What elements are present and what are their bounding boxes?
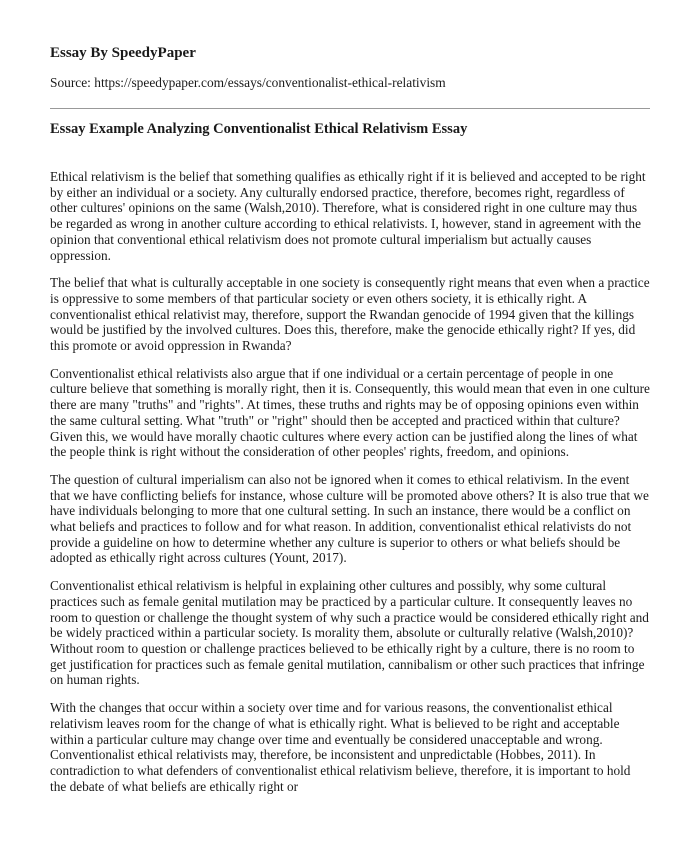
source-url-link[interactable]: https://speedypaper.com/essays/conventionalist-ethical-relativism [94,75,446,90]
header-divider [50,108,650,109]
document-header [50,44,650,91]
essay-paragraph: Ethical relativism is the belief that something qualifies as ethically right if it is believed and accepted to be right by either an individual or a society. Any culturally endorsed practice, therefore, becomes right, regardless of other cultures' opinions on the same (Walsh,2010). Therefore, what is considered right in one culture may thus be regarded as wrong in another culture according to ethical relativists. I, however, stand in agreement with the opinion that conventional ethical relativism does not promote cultural imperialism but actually causes oppression. [50,169,646,263]
essay-paragraph: With the changes that occur within a society over time and for various reasons, the conventionalist ethical relativism leaves room for the change of what is ethically right. What is believed to be right and acceptable within a particular culture may change over time and eventually be considered unacceptable and wrong. Conventionalist ethical relativists may, therefore, be inconsistent and unpredictable (Hobbes, 2011). In contradiction to what defenders of conventionalist ethical relativism believe, therefore, it is important to hold the debate of what beliefs are ethically right or [50,700,631,794]
brand-title: Essay By SpeedyPaper [50,45,196,61]
essay-paragraph: Conventionalist ethical relativism is helpful in explaining other cultures and possibly, why some cultural practices such as female genital mutilation may be practiced by a particular culture. It consequently leaves no room to question or challenge the thought system of why such a practice would be considered ethically right and be widely practiced within a particular society. Is morality them, absolute or culturally relative (Walsh,2010)? Without room to question or challenge practices believed to be ethically right by a culture, there is no room to get justification for practices such as female genital mutilation, cannibalism or other such practices that infringe on human rights. [50,578,649,688]
essay-paragraph: The question of cultural imperialism can also not be ignored when it comes to ethical relativism. In the event that we have conflicting beliefs for instance, whose culture will be promoted above others? It is also true that we have individuals belonging to more that one cultural setting. In such an instance, there would be a conflict on what beliefs and practices to follow and for what reason. In addition, conventionalist ethical relativists do not provide a guideline on how to determine whether any culture is superior to others or what beliefs should be adopted as ethically right across cultures (Yount, 2017). [50,471,649,566]
essay-paragraph: Conventionalist ethical relativists also argue that if one individual or a certain percentage of people in one culture believe that something is morally right, then it is. Consequently, this would mean that even in one culture there are many "truths" and "rights". At times, these truths and rights may be of opposing opinions even within the same cultural setting. What "truth" or "right" should then be accepted and practiced within that culture? Given this, we would have morally chaotic cultures where every action can be justified along the lines of what the people think is right without the consideration of other peoples' rights, freedom, and opinions. [50,365,650,460]
essay-paragraph: The belief that what is culturally acceptable in one society is consequently right means that even when a practice is oppressive to some members of that particular society or even others society, it is ethically right. A conventionalist ethical relativist may, therefore, support the Rwandan genocide of 1994 given that the killings would be justified by the involved cultures. Does this, therefore, make the genocide ethically right? If yes, did this promote or avoid oppression in Rwanda? [50,275,650,354]
source-label: Source: [50,75,91,90]
source-line [50,75,650,91]
essay-body [50,169,650,806]
essay-title: Essay Example Analyzing Conventionalist Ethical Relativism Essay [50,121,468,137]
